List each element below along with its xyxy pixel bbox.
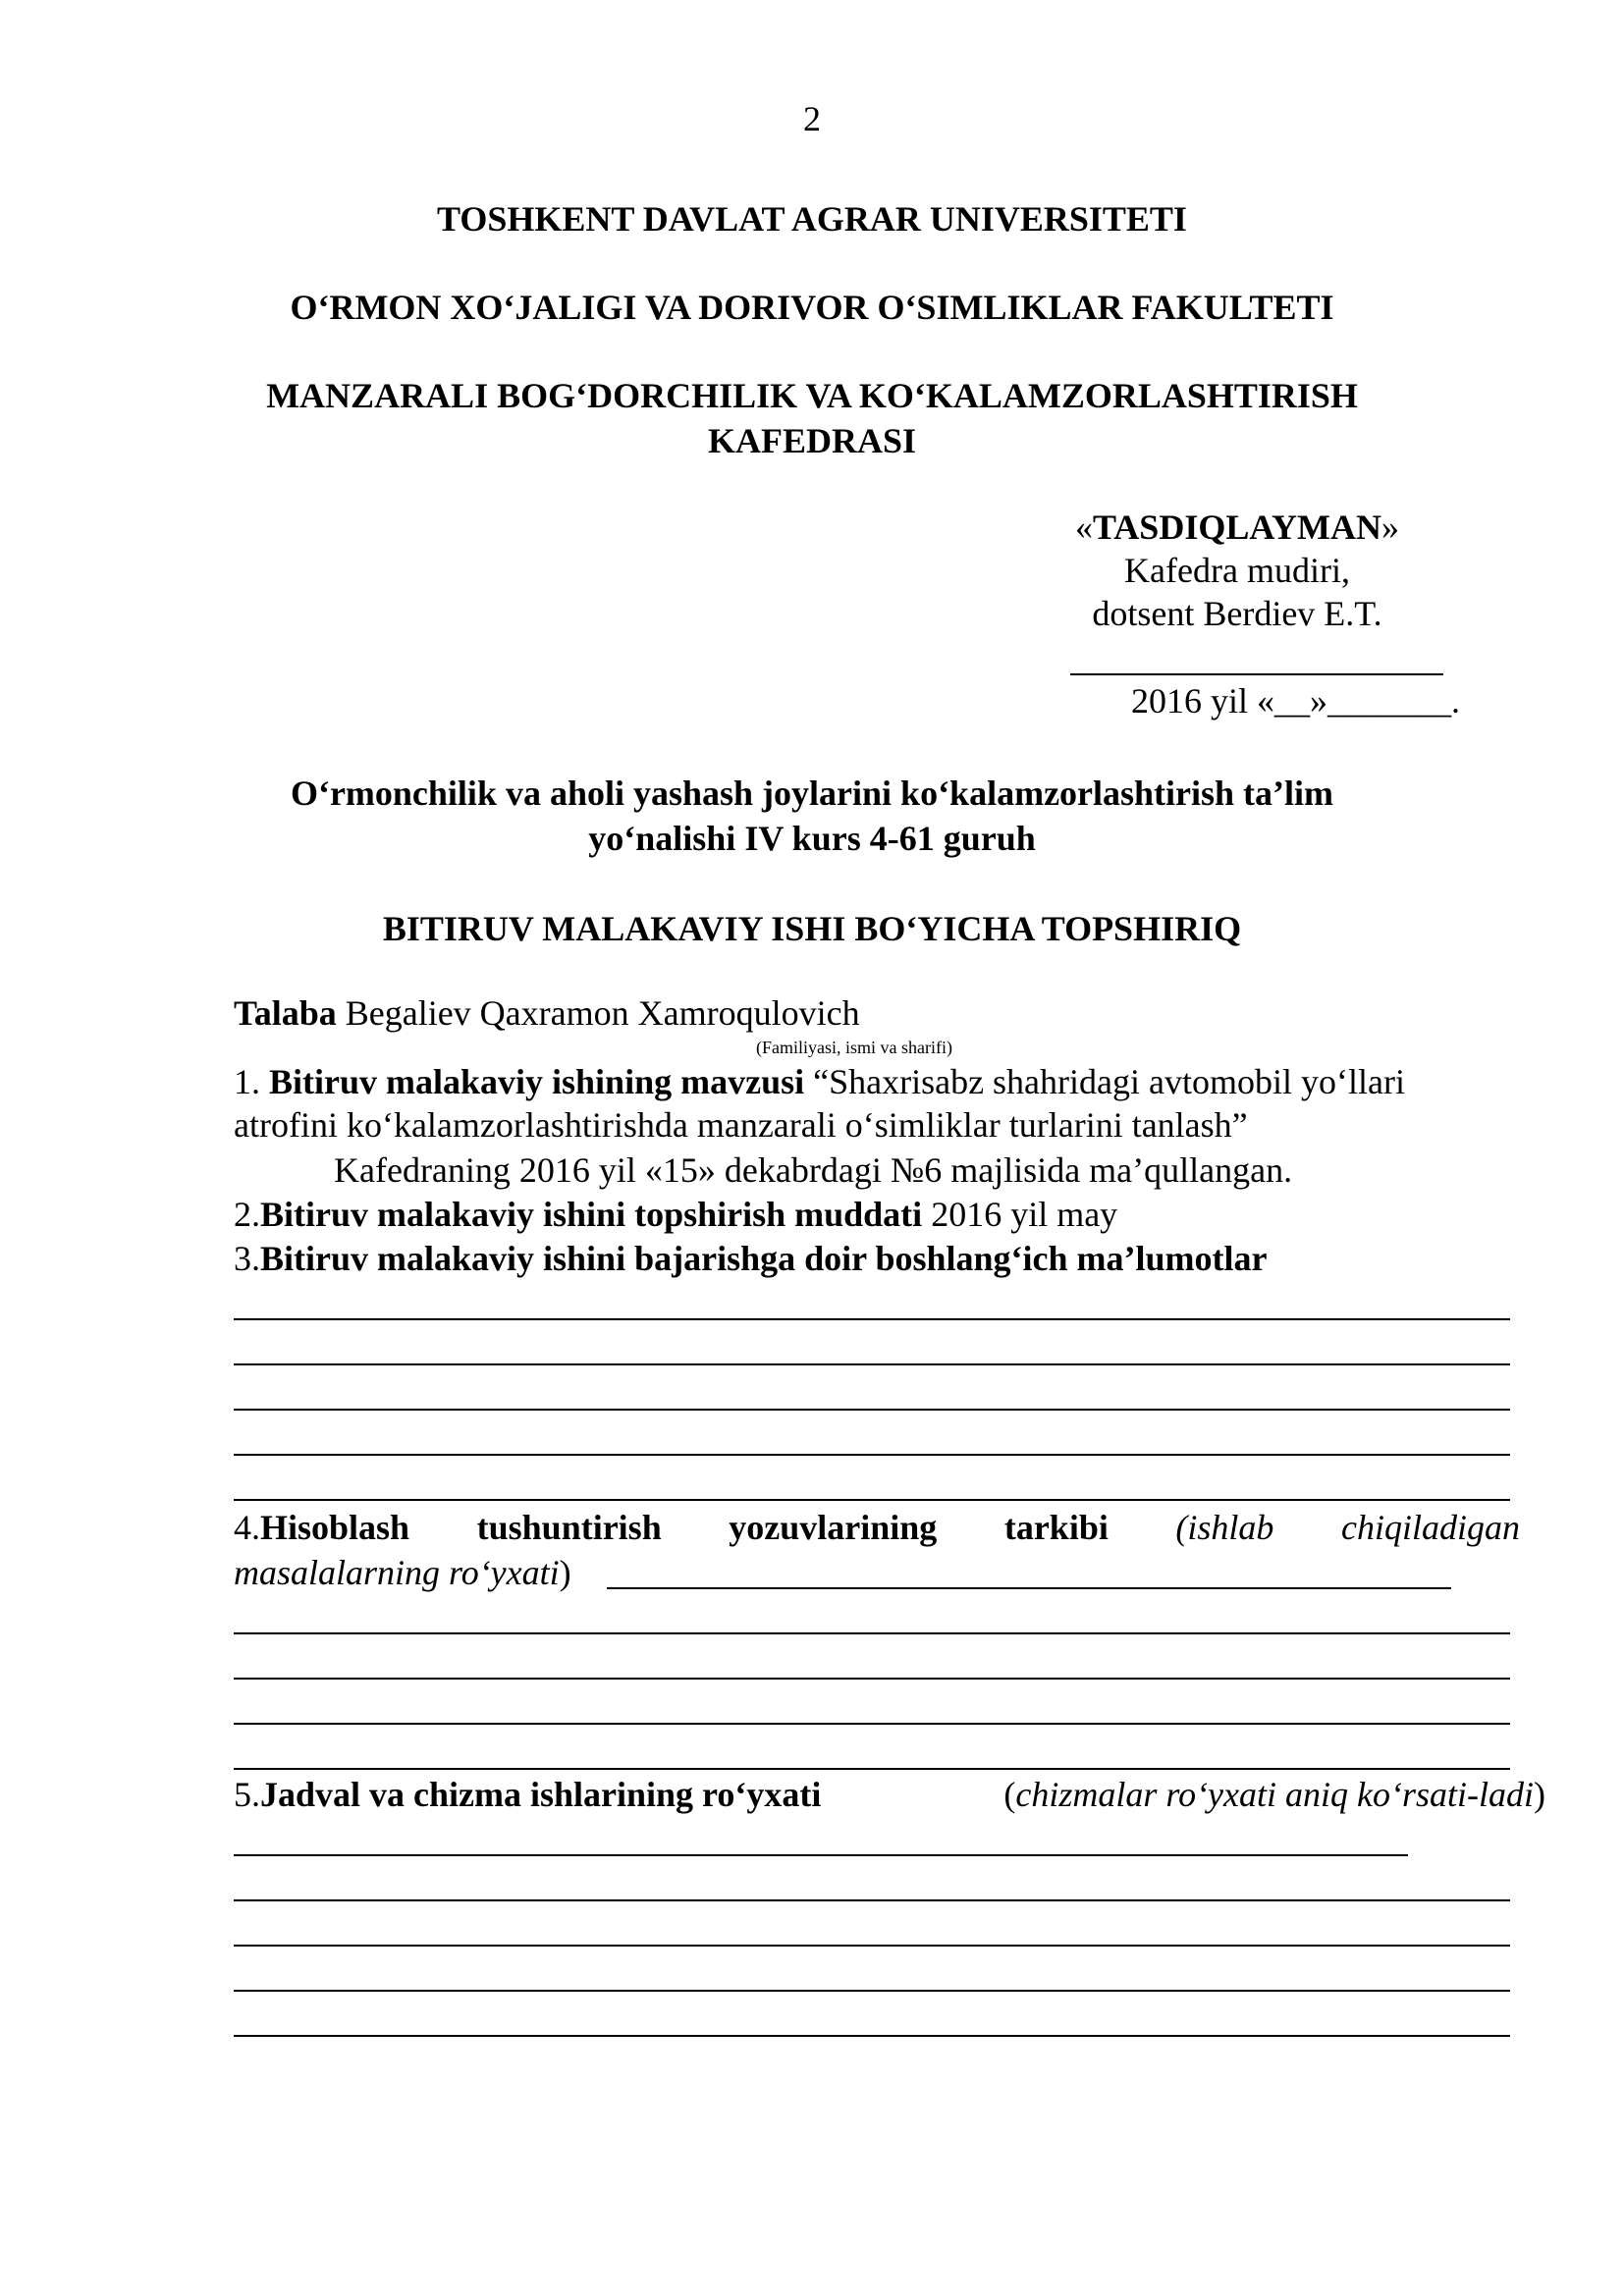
calc-word1 <box>234 1506 409 1549</box>
calc-close: ) <box>559 1553 571 1592</box>
draw-note-group <box>1003 1773 1545 1816</box>
deadline-line <box>234 1193 1117 1236</box>
draw-note: chizmalar ro‘yxati aniq ko‘rsati-ladi <box>1015 1775 1534 1814</box>
student-name: Begaliev Qaxramon Xamroqulovich <box>336 993 860 1033</box>
blank-line <box>234 1409 1510 1411</box>
calc-note-b: chiqiladigan <box>1340 1508 1520 1547</box>
calc-note-a: (ishlab <box>1175 1508 1274 1547</box>
calc-label-3: yozuvlarining <box>729 1508 938 1547</box>
document-title: BITIRUV MALAKAVIY ISHI BO‘YICHA TOPSHIRIQ <box>382 909 1242 948</box>
calc-line1 <box>234 1506 1520 1549</box>
deadline-label: Bitiruv malakaviy ishini topshirish muddati <box>260 1195 923 1234</box>
program-line2: yo‘nalishi IV kurs 4-61 guruh <box>588 819 1036 858</box>
calc-label-2: tushuntirish <box>476 1508 662 1547</box>
student-label: Talaba <box>234 993 337 1033</box>
blank-line <box>234 1990 1510 1992</box>
draw-note-open: ( <box>1003 1775 1016 1814</box>
approval-open-quote: « <box>1074 507 1093 547</box>
blank-line <box>607 1587 1451 1589</box>
calc-number: 4. <box>234 1508 260 1547</box>
approval-role: Kafedra mudiri, <box>1124 551 1350 590</box>
approval-date: 2016 yil «__»_______. <box>1131 681 1461 721</box>
student-line <box>234 991 860 1035</box>
calc-label-1: Hisoblash <box>260 1508 410 1547</box>
blank-line <box>234 1499 1510 1501</box>
blank-line <box>234 1768 1510 1770</box>
approval-title <box>1031 506 1443 549</box>
blank-line <box>234 1318 1510 1320</box>
department-name-line2: KAFEDRASI <box>707 421 917 460</box>
calc-label-4: tarkibi <box>1003 1508 1109 1547</box>
department-name-line1: MANZARALI BOG‘DORCHILIK VA KO‘KALAMZORLASHTIRISH <box>266 376 1358 415</box>
page-number: 2 <box>803 99 821 138</box>
blank-line <box>234 1854 1408 1856</box>
approval-name: dotsent Berdiev E.T. <box>1092 594 1382 633</box>
data-label: Bitiruv malakaviy ishini bajarishga doir boshlang‘ich ma’lumotlar <box>260 1239 1268 1278</box>
topic-label: Bitiruv malakaviy ishining mavzusi <box>269 1062 805 1101</box>
topic-number: 1. <box>234 1062 269 1101</box>
calc-line2 <box>234 1551 571 1594</box>
approval-heading: TASDIQLAYMAN <box>1092 507 1382 547</box>
topic-text-a: “Shaxrisabz shahridagi avtomobil yo‘llari <box>804 1062 1405 1101</box>
draw-label-group <box>234 1773 821 1816</box>
deadline-value: 2016 yil may <box>922 1195 1118 1234</box>
signature-line <box>1070 673 1443 675</box>
draw-label: Jadval va chizma ishlarining ro‘yxati <box>260 1775 822 1814</box>
topic-line1 <box>234 1060 1405 1103</box>
blank-line <box>234 1945 1510 1947</box>
university-name: TOSHKENT DAVLAT AGRAR UNIVERSITETI <box>437 199 1187 239</box>
blank-line <box>234 1363 1510 1365</box>
blank-line <box>234 2035 1510 2037</box>
blank-line <box>234 1454 1510 1456</box>
student-caption: (Familiyasi, ismi va sharifi) <box>756 1038 952 1057</box>
blank-line <box>234 1723 1510 1725</box>
approved-note: Kafedraning 2016 yil «15» dekabrdagi №6 majlisida ma’qullangan. <box>334 1150 1293 1190</box>
data-number: 3. <box>234 1239 260 1278</box>
draw-line <box>234 1773 1545 1816</box>
deadline-number: 2. <box>234 1195 260 1234</box>
faculty-name: O‘RMON XO‘JALIGI VA DORIVOR O‘SIMLIKLAR FAKULTETI <box>290 288 1334 327</box>
blank-line <box>234 1632 1510 1634</box>
program-line1: O‘rmonchilik va aholi yashash joylarini ko‘kalamzorlashtirish ta’lim <box>290 774 1334 813</box>
data-line <box>234 1237 1267 1280</box>
draw-note-close: ) <box>1534 1775 1545 1814</box>
draw-number: 5. <box>234 1775 260 1814</box>
topic-line2: atrofini ko‘kalamzorlashtirishda manzarali o‘simliklar turlarini tanlash” <box>234 1105 1248 1145</box>
blank-line <box>234 1899 1510 1901</box>
blank-line <box>234 1678 1510 1680</box>
calc-note-c: masalalarning ro‘yxati <box>234 1553 560 1592</box>
approval-close-quote: » <box>1381 507 1400 547</box>
